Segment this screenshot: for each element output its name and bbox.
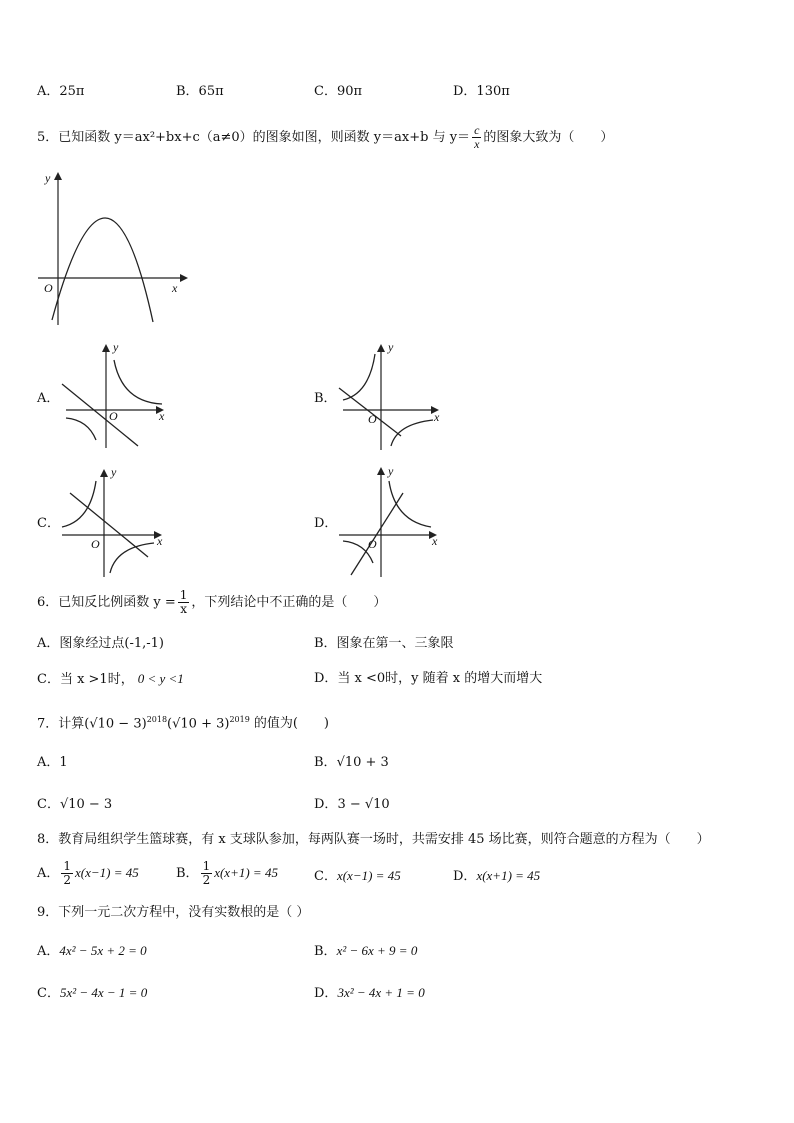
q9-option-d-letter: D．	[314, 986, 338, 1001]
q8-option-b-fraction	[201, 860, 213, 887]
q8-a-num: 1	[63, 859, 72, 873]
q8-option-d-expr: x(x+1) = 45	[476, 868, 541, 883]
q8-option-a-expr: x(x−1) = 45	[75, 865, 139, 880]
svg-text:x: x	[434, 410, 440, 424]
q6-stem-part2: ，下列结论中不正确的是（ ）	[191, 595, 387, 610]
q5-option-a-graph	[58, 340, 178, 450]
y-axis-arrow	[54, 172, 62, 180]
q6-stem	[37, 589, 386, 616]
origin-label: O	[44, 281, 53, 295]
q9-option-c-expr: 5x² − 4x − 1 = 0	[59, 985, 148, 1000]
q9-option-c	[37, 985, 147, 1002]
hyperbola-branch-1	[343, 354, 375, 400]
svg-text:O: O	[109, 409, 118, 423]
q8-option-c-letter: C．	[314, 869, 337, 884]
q7-option-b-letter: B．	[314, 755, 337, 770]
q4-option-b: B．65π	[176, 84, 224, 99]
q7-option-c	[37, 797, 112, 813]
svg-text:x: x	[432, 534, 438, 548]
q7-option-b	[314, 755, 389, 771]
q5-option-c-graph	[58, 465, 178, 580]
hyperbola-branch-2	[110, 543, 154, 573]
q6-option-d: D．当 x <0时，y 随着 x 的增大而增大	[314, 671, 543, 686]
line-graph	[351, 493, 403, 575]
svg-text:O: O	[368, 412, 377, 426]
x-axis-arrow	[180, 274, 188, 282]
q8-b-num: 1	[202, 859, 211, 873]
q8-option-d	[453, 868, 540, 885]
q8-option-d-letter: D．	[453, 869, 477, 884]
q5-option-b-letter: B．	[314, 391, 337, 406]
q6-option-a: A．图象经过点(-1,-1)	[37, 636, 164, 651]
q5-parabola-graph	[32, 170, 192, 330]
q9-stem: 9．下列一元二次方程中，没有实数根的是（ ）	[37, 905, 310, 920]
q7-term1: (√10 − 3)	[84, 716, 147, 732]
q6-option-c-text: C．当 x >1时，	[37, 672, 134, 687]
q5-option-b-graph	[335, 340, 455, 450]
q4-option-a: A．25π	[37, 84, 85, 99]
q7-term2: (√10 + 3)	[167, 716, 230, 732]
q8-option-a-letter: A．	[37, 866, 60, 881]
svg-text:y: y	[111, 465, 117, 479]
q5-option-a-letter: A．	[37, 391, 60, 406]
q5-option-d-letter: D．	[314, 516, 338, 531]
q5-stem-part2: 的图象大致为（ ）	[483, 130, 614, 145]
svg-text:x: x	[157, 534, 163, 548]
q6-fraction	[178, 589, 190, 616]
q8-b-den: 2	[202, 873, 211, 887]
line-graph	[70, 493, 148, 557]
q7-stem-part2: 的值为( )	[253, 716, 329, 732]
q7-option-c-expr: √10 − 3	[59, 797, 113, 812]
y-label: y	[45, 171, 51, 185]
hyperbola-branch-1	[114, 360, 162, 404]
line-graph	[62, 384, 138, 446]
hyperbola-branch-1	[62, 481, 96, 527]
q9-option-c-letter: C．	[37, 986, 60, 1001]
q9-option-d-expr: 3x² − 4x + 1 = 0	[337, 985, 425, 1000]
q6-frac-num: 1	[179, 588, 188, 602]
q9-option-a-letter: A．	[37, 944, 60, 959]
q9-option-d	[314, 985, 425, 1002]
q7-option-d-letter: D．	[314, 797, 338, 812]
q8-option-a-fraction	[61, 860, 73, 887]
svg-text:O: O	[368, 537, 377, 551]
q6-option-c-math: 0 < y <1	[137, 671, 184, 686]
q9-option-b	[314, 943, 417, 960]
q7-option-a: A．1	[37, 755, 68, 770]
q5-fraction	[472, 124, 481, 151]
q5-frac-num: c	[474, 123, 480, 137]
q7-option-c-letter: C．	[37, 797, 60, 812]
q9-option-a-expr: 4x² − 5x + 2 = 0	[59, 943, 147, 958]
hyperbola-branch-2	[66, 418, 96, 440]
q7-stem	[37, 712, 329, 732]
svg-text:y: y	[113, 340, 119, 354]
q8-option-b-expr: x(x+1) = 45	[214, 865, 278, 880]
q7-option-b-expr: √10 + 3	[336, 755, 389, 770]
q5-option-d-graph	[335, 465, 455, 580]
q4-option-c: C．90π	[314, 84, 363, 99]
q5-frac-den: x	[474, 137, 480, 151]
q5-stem-part1: 5．已知函数 y＝ax²+bx+c（a≠0）的图象如图，则函数 y＝ax+b 与 y＝	[37, 130, 471, 145]
q9-option-b-expr: x² − 6x + 9 = 0	[336, 943, 418, 958]
svg-text:x: x	[159, 409, 165, 423]
x-label: x	[172, 281, 178, 295]
q8-a-den: 2	[63, 873, 72, 887]
q7-exp1: 2018	[146, 715, 168, 724]
q6-frac-den: x	[180, 602, 187, 616]
q7-exp2: 2019	[229, 715, 250, 724]
q7-stem-part1: 7．计算	[37, 716, 85, 732]
q8-option-b-letter: B．	[176, 866, 199, 881]
q8-option-b	[176, 860, 278, 887]
q5-option-c-letter: C．	[37, 516, 60, 531]
q6-stem-part1: 6．已知反比例函数 y =	[37, 595, 176, 610]
q8-option-c	[314, 868, 401, 885]
q9-option-b-letter: B．	[314, 944, 337, 959]
q8-option-a	[37, 860, 139, 887]
q6-option-c	[37, 671, 184, 688]
svg-text:O: O	[91, 537, 100, 551]
q4-option-d: D．130π	[453, 84, 510, 99]
q8-option-c-expr: x(x−1) = 45	[336, 868, 401, 883]
q5-stem	[37, 124, 613, 151]
q7-option-d-expr: 3 − √10	[337, 797, 390, 812]
q7-option-d	[314, 797, 390, 813]
q8-stem: 8．教育局组织学生篮球赛，有 x 支球队参加，每两队赛一场时，共需安排 45 场比赛，则符合题意的方程为（ ）	[37, 832, 710, 847]
svg-text:y: y	[388, 340, 394, 354]
q9-option-a	[37, 943, 147, 960]
svg-text:y: y	[388, 464, 394, 478]
q6-option-b: B．图象在第一、三象限	[314, 636, 454, 651]
parabola-curve	[52, 218, 153, 322]
